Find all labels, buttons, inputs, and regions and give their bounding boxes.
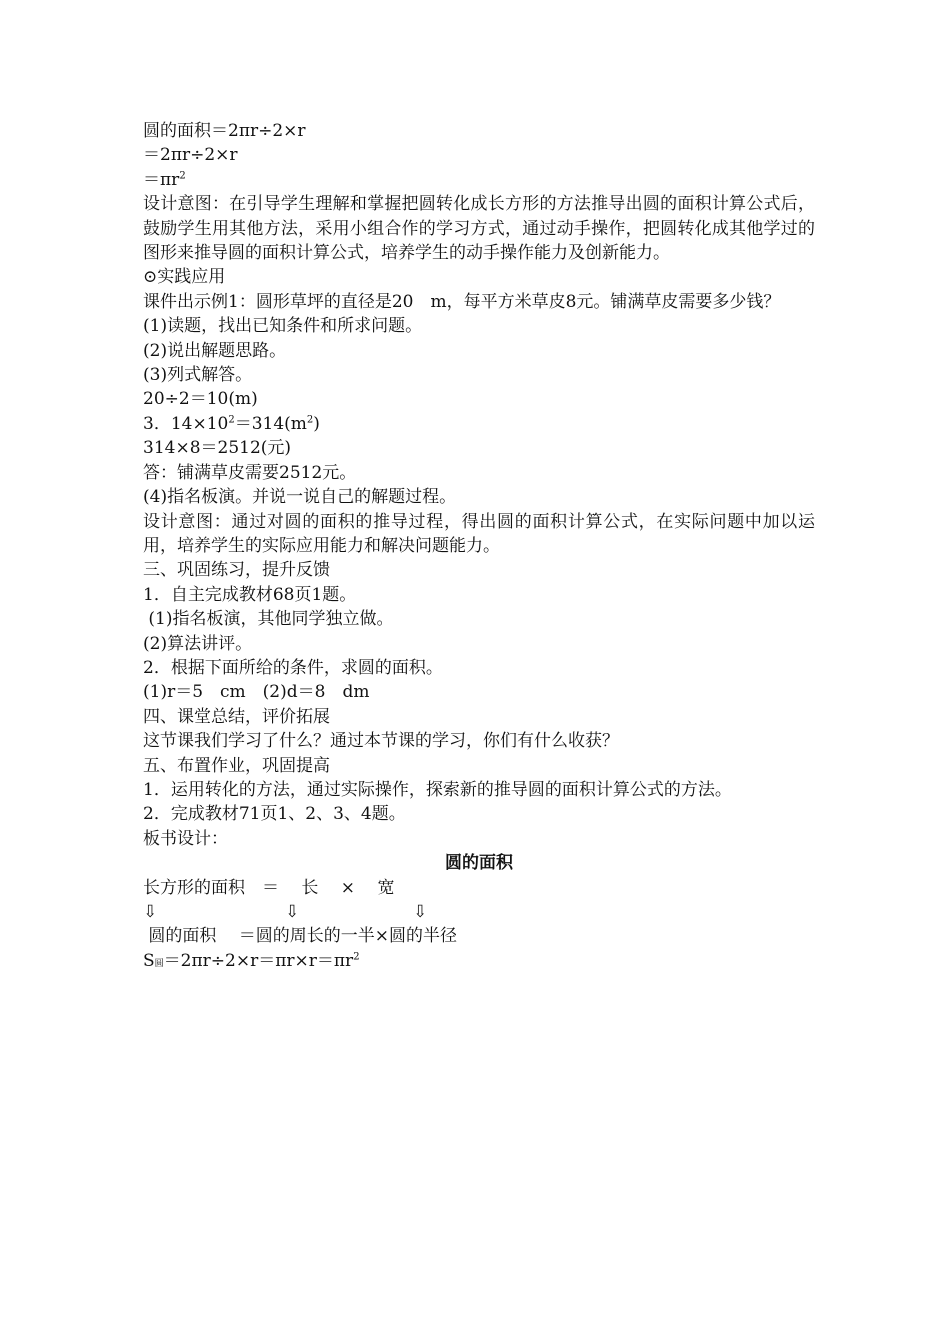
- board-arrows: [143, 900, 815, 924]
- formula-line-3-text: ＝πr: [143, 169, 180, 190]
- calc-2-exponent: 2: [228, 414, 235, 426]
- homework-1: 1．运用转化的方法，通过实际操作，探索新的推导圆的面积计算公式的方法。: [143, 779, 732, 800]
- calc-2-part-c: ): [313, 413, 320, 434]
- section-5-heading: 五、布置作业，巩固提高: [143, 755, 330, 776]
- practice-1a: (1)指名板演，其他同学独立做。: [143, 609, 394, 630]
- board-row-2: 圆的面积 ＝圆的周长的一半×圆的半径: [143, 926, 458, 947]
- homework-2: 2．完成教材71页1、2、3、4题。: [143, 804, 406, 825]
- calc-2: [143, 412, 815, 436]
- board-row-3-subscript: 圆: [154, 958, 164, 969]
- formula-line-2: ＝2πr÷2×r: [143, 145, 238, 166]
- calc-2-part-b: ＝314(m: [234, 413, 307, 434]
- design-intent-2: 设计意图：通过对圆的面积的推导过程，得出圆的面积计算公式，在实际问题中加以运用，培养学生的实际应用能力和解决问题能力。: [143, 511, 815, 556]
- step-3: (3)列式解答。: [143, 365, 253, 386]
- answer-line: 答：铺满草皮需要2512元。: [143, 462, 357, 483]
- down-arrow-icon: ⇩: [143, 902, 158, 922]
- design-intent-1: 设计意图：在引导学生理解和掌握把圆转化成长方形的方法推导出圆的面积计算公式后，鼓励学生用其他方法，采用小组合作的学习方式，通过动手操作，把圆转化成其他学过的图形来推导圆的面积计算公式，培养学生的动手操作能力及创新能力。: [143, 194, 815, 264]
- formula-line-3-exponent: 2: [179, 170, 186, 182]
- board-row-3-s: S: [143, 950, 155, 971]
- down-arrow-icon: ⇩: [285, 902, 300, 922]
- board-row-3-exponent: 2: [353, 951, 360, 963]
- board-design-label: 板书设计：: [143, 828, 228, 849]
- formula-line-3: [143, 168, 815, 192]
- board-row-3: [143, 949, 815, 973]
- step-2: (2)说出解题思路。: [143, 340, 287, 361]
- down-arrow-icon: ⇩: [413, 902, 428, 922]
- practice-2: 2．根据下面所给的条件，求圆的面积。: [143, 657, 443, 678]
- step-1: (1)读题，找出已知条件和所求问题。: [143, 316, 423, 337]
- example-1: 课件出示例1：圆形草坪的直径是20 m，每平方米草皮8元。铺满草皮需要多少钱？: [143, 291, 781, 312]
- practice-heading: ⊙实践应用: [143, 267, 226, 288]
- board-row-3-formula: ＝2πr÷2×r＝πr×r＝πr: [163, 950, 354, 971]
- section-4-heading: 四、课堂总结，评价拓展: [143, 706, 330, 727]
- calc-2-part-a: 3．14×10: [143, 413, 229, 434]
- board-title: 圆的面积: [445, 853, 513, 874]
- practice-1b: (2)算法讲评。: [143, 633, 253, 654]
- calc-2-unit-exponent: 2: [306, 414, 314, 426]
- practice-2a: (1)r＝5 cm (2)d＝8 dm: [143, 682, 370, 703]
- formula-line-1: 圆的面积＝2πr÷2×r: [143, 121, 306, 141]
- summary-line: 这节课我们学习了什么？通过本节课的学习，你们有什么收获？: [143, 731, 619, 752]
- calc-1: 20÷2＝10(m): [143, 389, 258, 410]
- board-row-1: 长方形的面积 ＝ 长 × 宽: [143, 877, 395, 898]
- step-4: (4)指名板演。并说一说自己的解题过程。: [143, 487, 457, 508]
- calc-3: 314×8＝2512(元): [143, 438, 292, 459]
- section-3-heading: 三、巩固练习，提升反馈: [143, 560, 330, 581]
- document-content: [143, 119, 815, 973]
- practice-1: 1．自主完成教材68页1题。: [143, 584, 357, 605]
